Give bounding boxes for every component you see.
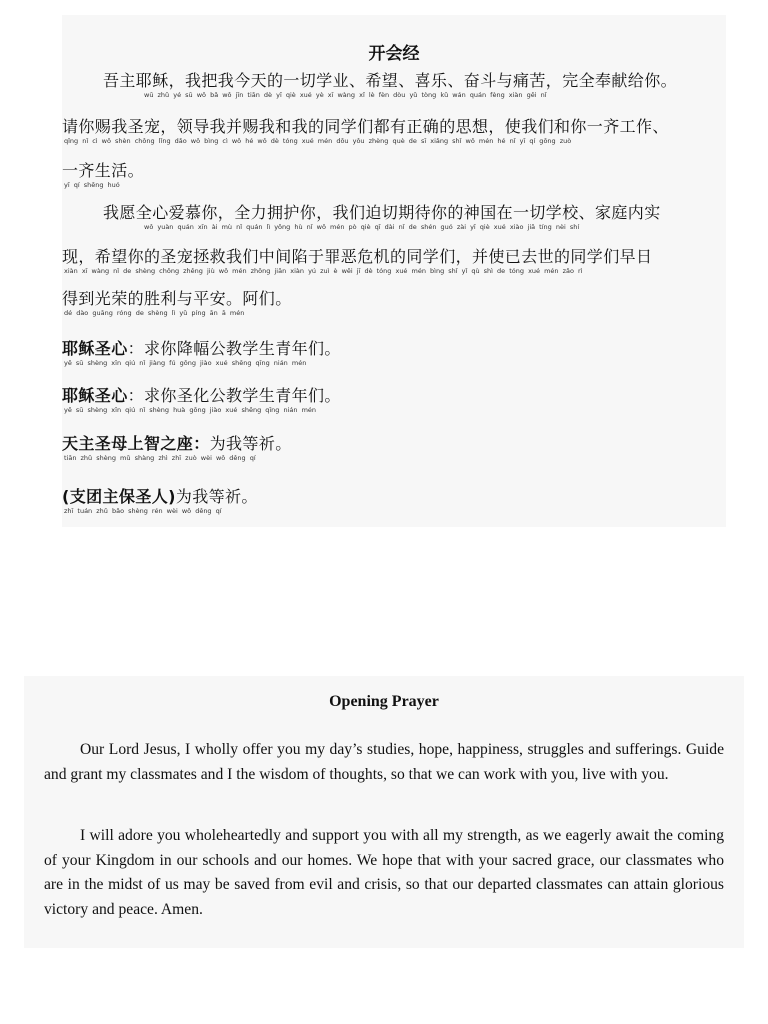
pinyin-text: yī qí shēng huó <box>64 181 120 189</box>
paragraph-text: Our Lord Jesus, I wholly offer you my day’s studies, hope, happiness, struggles and sufferings. Guide and grant my classmates and I the wisdom of thoughts, so that we can work with you, live with you. <box>44 741 724 783</box>
pinyin-text: tiān zhǔ shèng mǔ shàng zhì zhī zuò wèi wǒ děng qí <box>64 454 256 462</box>
invocation-label: 耶稣圣心 <box>62 339 128 358</box>
chinese-prayer-panel <box>62 15 726 527</box>
invocation-text: 为我等祈。 <box>209 434 292 453</box>
chinese-line <box>62 161 144 189</box>
invocation-text: 求你降幅公教学生青年们。 <box>144 339 341 358</box>
chinese-line <box>62 289 292 317</box>
pinyin-text: yē sū shèng xīn qiú nǐ jiàng fú gōng jiào xué shēng qīng nián mén <box>64 359 307 367</box>
chinese-text: 吾主耶稣，我把我今天的一切学业、希望、喜乐、奋斗与痛苦，完全奉献给你。 <box>103 71 678 90</box>
chinese-text: 得到光荣的胜利与平安。阿们。 <box>62 289 292 308</box>
invocation-label: 耶稣圣心 <box>62 386 128 405</box>
invocation-separator: ： <box>127 339 145 358</box>
pinyin-text: yē sū shèng xīn qiú nǐ shèng huà gōng jiào xué shēng qīng nián mén <box>64 406 317 414</box>
chinese-title: 开会经 <box>368 44 420 64</box>
invocation-text: 为我等祈。 <box>175 487 258 506</box>
chinese-line <box>62 117 669 145</box>
invocation-text: 求你圣化公教学生青年们。 <box>144 386 341 405</box>
paragraph-text: I will adore you wholeheartedly and support you with all my strength, as we eagerly await the coming of your Kingdom in our schools and our homes. We hope that with your sacred grace, our classmates who are in the midst of us may be saved from evil and crisis, so that our departed classmates can attain glorious victory and peace. Amen. <box>44 827 724 918</box>
invocation-label: (支团主保圣人) <box>62 487 176 506</box>
chinese-text: 我愿全心爱慕你，全力拥护你，我们迫切期待你的神国在一切学校、家庭内实 <box>103 203 661 222</box>
chinese-text: 请你赐我圣宠，领导我并赐我和我的同学们都有正确的思想，使我们和你一齐工作、 <box>62 117 669 136</box>
pinyin-text: wǒ yuàn quán xīn ài mù nǐ quán lì yōng hù nǐ wǒ mén pò qiè qī dài nǐ de shén guó zài yī qiè xué xiào jiā tíng nèi shí <box>144 223 580 231</box>
invocation-separator: ： <box>193 434 210 453</box>
invocation <box>62 339 341 367</box>
pinyin-text: wū zhǔ yé sū wǒ bǎ wǒ jīn tiān dè yī qiè xué yè xī wàng xǐ lè fèn dòu yǔ tòng kǔ wán quán fèng xiàn gěi nǐ <box>144 91 547 99</box>
invocation <box>62 434 292 462</box>
invocation-label: 天主圣母上智之座 <box>62 434 194 453</box>
pinyin-text: xiàn xī wàng nǐ de shèng chǒng zhěng jiù wǒ mén zhōng jiān xiàn yú zuì è wēi jī dè tóng xué mén bìng shǐ yǐ qù shì de tóng xué mén zǎo rì <box>64 267 583 275</box>
chinese-text: 现，希望你的圣宠拯救我们中间陷于罪恶危机的同学们，并使已去世的同学们早日 <box>62 247 653 266</box>
pinyin-text: dé dào guāng róng de shèng lì yǔ píng ān ā mén <box>64 309 245 317</box>
invocation-separator: ： <box>127 386 145 405</box>
pinyin-text: zhī tuán zhǔ bǎo shèng rén wèi wǒ děng qí <box>64 507 222 515</box>
invocation <box>62 386 341 414</box>
chinese-text: 一齐生活。 <box>62 161 145 180</box>
chinese-line <box>62 71 677 99</box>
chinese-line <box>62 247 652 275</box>
english-title: Opening Prayer <box>329 693 439 710</box>
pinyin-text: qǐng nǐ cì wǒ shèn chǒng lǐng dǎo wǒ bìng cì wǒ hé wǒ dè tóng xué mén dōu yǒu zhèng què de sī xiǎng shǐ wǒ mén hé nǐ yī qí gōng zuò <box>64 137 572 145</box>
english-paragraph <box>44 738 724 787</box>
english-paragraph <box>44 824 724 922</box>
chinese-line <box>62 203 661 231</box>
invocation <box>62 487 258 515</box>
